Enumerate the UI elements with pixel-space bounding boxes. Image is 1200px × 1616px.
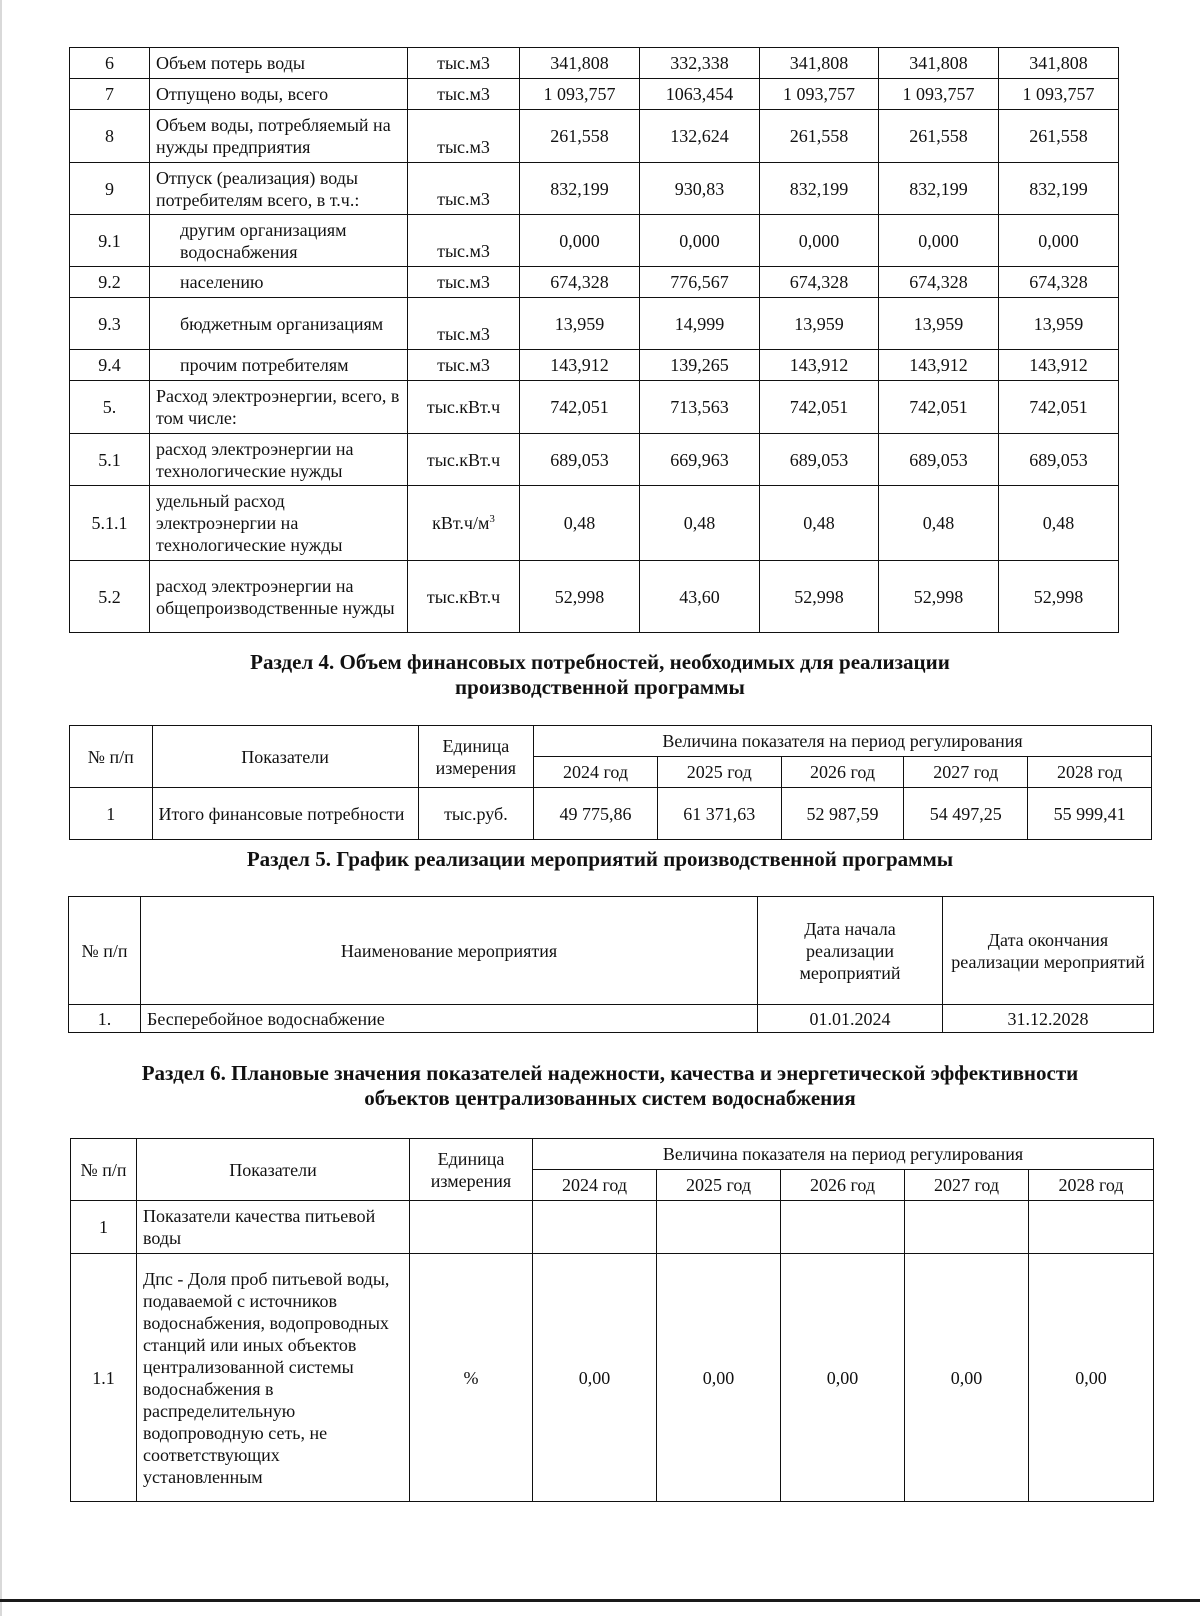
header-year-2024: 2024 год bbox=[534, 757, 658, 788]
schedule-table bbox=[68, 896, 1154, 1033]
row-unit: % bbox=[410, 1254, 533, 1502]
row-number: 1. bbox=[69, 1005, 141, 1033]
value-2027: 742,051 bbox=[879, 381, 999, 434]
value-2024: 0,000 bbox=[520, 215, 640, 267]
value-2027: 832,199 bbox=[879, 163, 999, 215]
value-2025: 139,265 bbox=[640, 350, 760, 381]
row-number: 1 bbox=[71, 1201, 137, 1254]
header-start-date: Дата начала реализации мероприятий bbox=[758, 897, 943, 1005]
row-number: 9.4 bbox=[70, 350, 150, 381]
row-name: Показатели качества питьевой воды bbox=[137, 1201, 410, 1254]
value-2027: 143,912 bbox=[879, 350, 999, 381]
header-end-date: Дата окончания реализации мероприятий bbox=[943, 897, 1154, 1005]
header-unit: Единица измерения bbox=[410, 1139, 533, 1201]
header-year-2026: 2026 год bbox=[781, 757, 904, 788]
row-unit: тыс.кВт.ч bbox=[408, 381, 520, 434]
row-number: 9.3 bbox=[70, 298, 150, 350]
row-unit: тыс.руб. bbox=[418, 788, 534, 840]
row-unit: тыс.м3 bbox=[408, 298, 520, 350]
value-2024: 832,199 bbox=[520, 163, 640, 215]
row-number: 1.1 bbox=[71, 1254, 137, 1502]
row-name: Дпс - Доля проб питьевой воды, подаваемой с источников водоснабжения, водопроводных станций или иных объектов централизованной системы водоснабжения в распределительную водопроводную сеть, не соответствующих установленным bbox=[137, 1254, 410, 1502]
value-2028: 55 999,41 bbox=[1028, 788, 1152, 840]
value-2024: 143,912 bbox=[520, 350, 640, 381]
value-2026: 143,912 bbox=[760, 350, 879, 381]
value-2025: 132,624 bbox=[640, 110, 760, 163]
table-row bbox=[70, 298, 1119, 350]
value-2027: 674,328 bbox=[879, 267, 999, 298]
row-unit: тыс.м3 bbox=[408, 48, 520, 79]
scan-edge-bottom bbox=[0, 1599, 1200, 1602]
row-name: Объем воды, потребляемый на нужды предприятия bbox=[150, 110, 408, 163]
header-number: № п/п bbox=[69, 897, 141, 1005]
value-2027: 54 497,25 bbox=[904, 788, 1028, 840]
header-year-2026: 2026 год bbox=[781, 1170, 905, 1201]
header-year-2028: 2028 год bbox=[1029, 1170, 1154, 1201]
value-2027: 261,558 bbox=[879, 110, 999, 163]
table-row bbox=[70, 79, 1119, 110]
value-2026: 674,328 bbox=[760, 267, 879, 298]
value-2027: 341,808 bbox=[879, 48, 999, 79]
value-2024: 689,053 bbox=[520, 434, 640, 486]
table-row bbox=[70, 788, 1152, 840]
header-year-2025: 2025 год bbox=[657, 757, 781, 788]
row-name: бюджетным организациям bbox=[150, 298, 408, 350]
row-name: прочим потребителям bbox=[150, 350, 408, 381]
table-row bbox=[70, 434, 1119, 486]
row-name: Объем потерь воды bbox=[150, 48, 408, 79]
value-2028: 13,959 bbox=[999, 298, 1119, 350]
reliability-indicators-table bbox=[70, 1138, 1154, 1502]
row-number: 5.1.1 bbox=[70, 486, 150, 561]
table-row bbox=[70, 381, 1119, 434]
value-2028: 0,00 bbox=[1029, 1254, 1154, 1502]
event-name: Бесперебойное водоснабжение bbox=[141, 1005, 758, 1033]
value-2026: 1 093,757 bbox=[760, 79, 879, 110]
row-unit: тыс.м3 bbox=[408, 163, 520, 215]
row-name: расход электроэнергии на технологические нужды bbox=[150, 434, 408, 486]
row-unit: тыс.м3 bbox=[408, 267, 520, 298]
value-2025: 14,999 bbox=[640, 298, 760, 350]
table-row bbox=[70, 110, 1119, 163]
header-indicator: Показатели bbox=[137, 1139, 410, 1201]
row-unit: тыс.м3 bbox=[408, 110, 520, 163]
value-2024: 0,00 bbox=[533, 1254, 657, 1502]
value-2025: 0,48 bbox=[640, 486, 760, 561]
value-2027: 13,959 bbox=[879, 298, 999, 350]
row-name: другим организациям водоснабжения bbox=[150, 215, 408, 267]
value-2026: 13,959 bbox=[760, 298, 879, 350]
table-row bbox=[70, 561, 1119, 633]
value-2025 bbox=[657, 1201, 781, 1254]
table-row bbox=[70, 267, 1119, 298]
start-date: 01.01.2024 bbox=[758, 1005, 943, 1033]
value-2027 bbox=[905, 1201, 1029, 1254]
row-number: 9.2 bbox=[70, 267, 150, 298]
value-2025: 43,60 bbox=[640, 561, 760, 633]
row-name: расход электроэнергии на общепроизводственные нужды bbox=[150, 561, 408, 633]
value-2028: 0,000 bbox=[999, 215, 1119, 267]
value-2026: 0,000 bbox=[760, 215, 879, 267]
header-period: Величина показателя на период регулирования bbox=[534, 726, 1152, 757]
table-row bbox=[70, 163, 1119, 215]
table-row bbox=[70, 486, 1119, 561]
table-row bbox=[69, 1005, 1154, 1033]
table-row bbox=[71, 1201, 1154, 1254]
value-2028: 832,199 bbox=[999, 163, 1119, 215]
production-indicators-table bbox=[69, 47, 1119, 633]
value-2024: 261,558 bbox=[520, 110, 640, 163]
row-name: Отпуск (реализация) воды потребителям всего, в т.ч.: bbox=[150, 163, 408, 215]
row-number: 9.1 bbox=[70, 215, 150, 267]
value-2025: 930,83 bbox=[640, 163, 760, 215]
value-2026: 261,558 bbox=[760, 110, 879, 163]
value-2026: 341,808 bbox=[760, 48, 879, 79]
value-2024: 52,998 bbox=[520, 561, 640, 633]
value-2027: 0,000 bbox=[879, 215, 999, 267]
value-2025: 713,563 bbox=[640, 381, 760, 434]
value-2028: 742,051 bbox=[999, 381, 1119, 434]
row-number: 1 bbox=[70, 788, 153, 840]
scan-edge bbox=[0, 0, 2, 1616]
value-2024 bbox=[533, 1201, 657, 1254]
value-2026: 52 987,59 bbox=[781, 788, 904, 840]
row-name: Расход электроэнергии, всего, в том числе: bbox=[150, 381, 408, 434]
header-period: Величина показателя на период регулирования bbox=[533, 1139, 1154, 1170]
value-2028: 1 093,757 bbox=[999, 79, 1119, 110]
end-date: 31.12.2028 bbox=[943, 1005, 1154, 1033]
value-2024: 49 775,86 bbox=[534, 788, 658, 840]
value-2026: 832,199 bbox=[760, 163, 879, 215]
row-number: 9 bbox=[70, 163, 150, 215]
header-year-2027: 2027 год bbox=[905, 1170, 1029, 1201]
value-2027: 1 093,757 bbox=[879, 79, 999, 110]
value-2025: 61 371,63 bbox=[657, 788, 781, 840]
table-row bbox=[70, 48, 1119, 79]
row-number: 5. bbox=[70, 381, 150, 434]
row-name: Отпущено воды, всего bbox=[150, 79, 408, 110]
value-2028: 689,053 bbox=[999, 434, 1119, 486]
row-name: населению bbox=[150, 267, 408, 298]
row-unit bbox=[408, 486, 520, 561]
header-unit: Единица измерения bbox=[418, 726, 534, 788]
row-name: удельный расход электроэнергии на технологические нужды bbox=[150, 486, 408, 561]
value-2024: 674,328 bbox=[520, 267, 640, 298]
value-2025: 776,567 bbox=[640, 267, 760, 298]
value-2026: 0,48 bbox=[760, 486, 879, 561]
row-number: 7 bbox=[70, 79, 150, 110]
row-number: 6 bbox=[70, 48, 150, 79]
row-number: 5.1 bbox=[70, 434, 150, 486]
header-number: № п/п bbox=[70, 726, 153, 788]
value-2024: 742,051 bbox=[520, 381, 640, 434]
value-2026: 742,051 bbox=[760, 381, 879, 434]
header-year-2027: 2027 год bbox=[904, 757, 1028, 788]
value-2024: 341,808 bbox=[520, 48, 640, 79]
value-2028: 261,558 bbox=[999, 110, 1119, 163]
financial-needs-table bbox=[69, 725, 1152, 840]
value-2025: 332,338 bbox=[640, 48, 760, 79]
header-year-2024: 2024 год bbox=[533, 1170, 657, 1201]
unit-text: кВт.ч/м bbox=[432, 513, 490, 533]
section4-title: Раздел 4. Объем финансовых потребностей, необходимых для реализации производственной программы bbox=[250, 650, 950, 699]
value-2025: 1063,454 bbox=[640, 79, 760, 110]
value-2028: 143,912 bbox=[999, 350, 1119, 381]
section6-title: Раздел 6. Плановые значения показателей надежности, качества и энергетической эффективности объектов централизованных систем водоснабжения bbox=[141, 1061, 1079, 1110]
header-number: № п/п bbox=[71, 1139, 137, 1201]
row-number: 8 bbox=[70, 110, 150, 163]
section5-title: Раздел 5. График реализации мероприятий производственной программы bbox=[246, 847, 954, 871]
value-2027: 52,998 bbox=[879, 561, 999, 633]
value-2027: 0,48 bbox=[879, 486, 999, 561]
row-name: Итого финансовые потребности bbox=[152, 788, 418, 840]
value-2026 bbox=[781, 1201, 905, 1254]
header-indicator: Показатели bbox=[152, 726, 418, 788]
value-2028: 674,328 bbox=[999, 267, 1119, 298]
unit-superscript: 3 bbox=[489, 513, 495, 525]
row-unit: тыс.м3 bbox=[408, 350, 520, 381]
value-2024: 1 093,757 bbox=[520, 79, 640, 110]
table-row bbox=[71, 1254, 1154, 1502]
row-unit: тыс.кВт.ч bbox=[408, 561, 520, 633]
row-unit: тыс.кВт.ч bbox=[408, 434, 520, 486]
table-row bbox=[70, 350, 1119, 381]
header-year-2025: 2025 год bbox=[657, 1170, 781, 1201]
value-2026: 52,998 bbox=[760, 561, 879, 633]
value-2027: 0,00 bbox=[905, 1254, 1029, 1502]
value-2028 bbox=[1029, 1201, 1154, 1254]
value-2026: 0,00 bbox=[781, 1254, 905, 1502]
value-2024: 0,48 bbox=[520, 486, 640, 561]
row-unit: тыс.м3 bbox=[408, 79, 520, 110]
value-2026: 689,053 bbox=[760, 434, 879, 486]
header-year-2028: 2028 год bbox=[1028, 757, 1152, 788]
value-2024: 13,959 bbox=[520, 298, 640, 350]
value-2028: 0,48 bbox=[999, 486, 1119, 561]
value-2025: 0,000 bbox=[640, 215, 760, 267]
value-2028: 341,808 bbox=[999, 48, 1119, 79]
value-2028: 52,998 bbox=[999, 561, 1119, 633]
header-event-name: Наименование мероприятия bbox=[141, 897, 758, 1005]
row-number: 5.2 bbox=[70, 561, 150, 633]
row-unit bbox=[410, 1201, 533, 1254]
table-row bbox=[70, 215, 1119, 267]
value-2025: 0,00 bbox=[657, 1254, 781, 1502]
row-unit: тыс.м3 bbox=[408, 215, 520, 267]
value-2027: 689,053 bbox=[879, 434, 999, 486]
value-2025: 669,963 bbox=[640, 434, 760, 486]
